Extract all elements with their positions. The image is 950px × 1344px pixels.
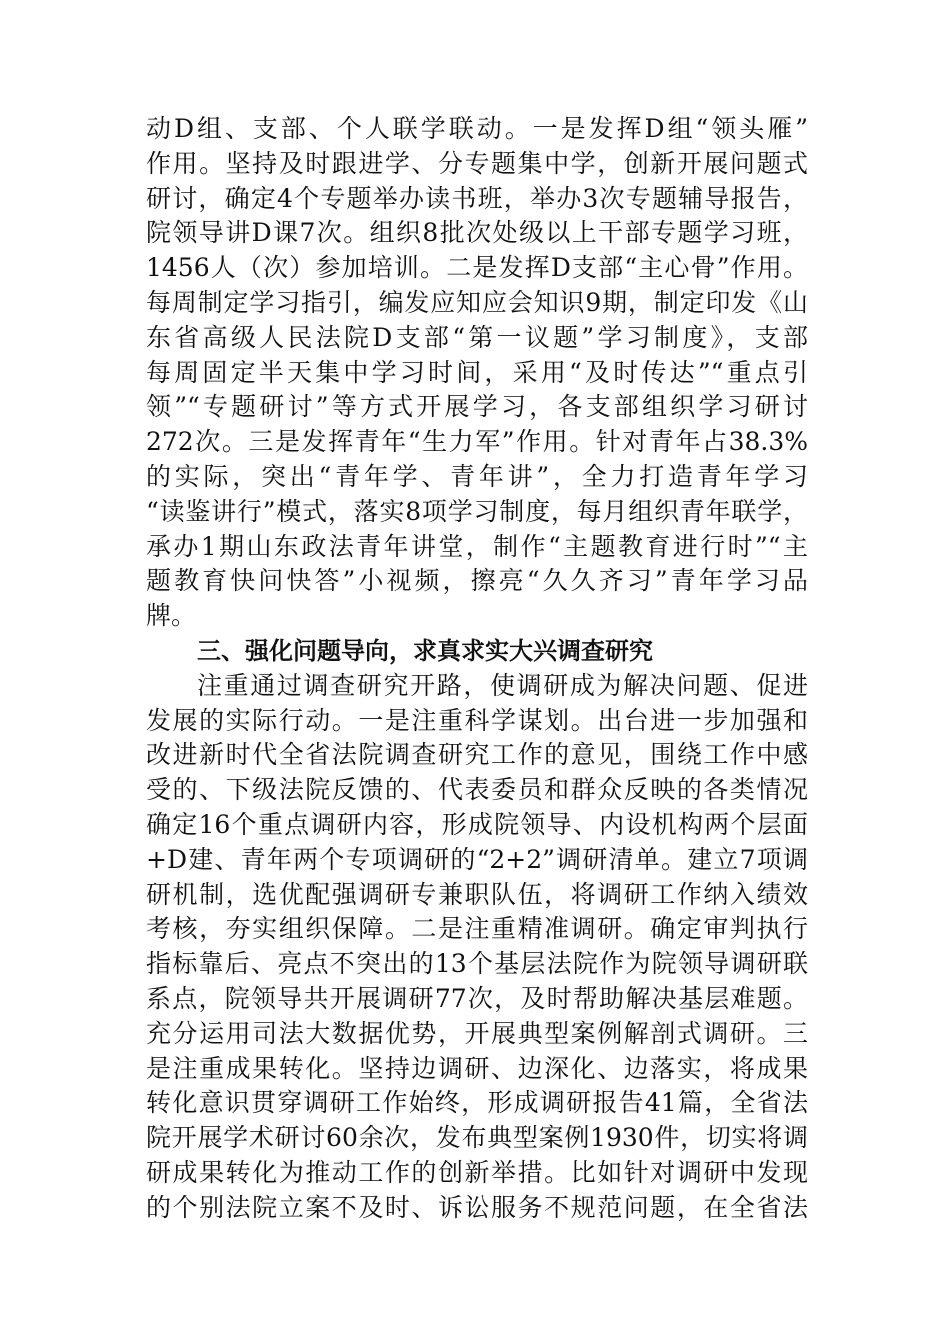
text-line: 承办1期山东政法青年讲堂，制作“主题教育进行时”“主 bbox=[146, 531, 808, 561]
text-line: 转化意识贯穿调研工作始终，形成调研报告41篇，全省法 bbox=[146, 1088, 808, 1118]
text-line: 指标靠后、亮点不突出的13个基层法院作为院领导调研联 bbox=[146, 949, 808, 979]
text-line: 的实际，突出“青年学、青年讲”，全力打造青年学习 bbox=[146, 461, 808, 491]
text-line: 充分运用司法大数据优势，开展典型案例解剖式调研。三 bbox=[146, 1018, 808, 1048]
text-line: 牌。 bbox=[146, 601, 197, 631]
paragraph-research bbox=[146, 669, 808, 1226]
text-line: 东省高级人民法院D支部“第一议题”学习制度》，支部 bbox=[146, 322, 808, 352]
text-line: 受的、下级法院反馈的、代表委员和群众反映的各类情况 bbox=[146, 775, 808, 805]
text-line: 注重通过调查研究开路，使调研成为解决问题、促进 bbox=[197, 670, 808, 700]
text-line: 每周制定学习指引，编发应知应会知识9期，制定印发《山 bbox=[146, 287, 808, 317]
section-heading: 三、强化问题导向，求真求实大兴调查研究 bbox=[197, 636, 653, 665]
text-line: 是注重成果转化。坚持边调研、边深化、边落实，将成果 bbox=[146, 1053, 808, 1083]
text-line: 研成果转化为推动工作的创新举措。比如针对调研中发现 bbox=[146, 1157, 808, 1187]
text-line: 的个别法院立案不及时、诉讼服务不规范问题，在全省法 bbox=[146, 1192, 808, 1222]
text-line: 272次。三是发挥青年“生力军”作用。针对青年占38.3% bbox=[146, 427, 808, 457]
text-line: 院开展学术研讨60余次，发布典型案例1930件，切实将调 bbox=[146, 1123, 808, 1153]
text-line: 每周固定半天集中学习时间，采用“及时传达”“重点引 bbox=[146, 357, 808, 387]
text-line: 1456人（次）参加培训。二是发挥D支部“主心骨”作用。 bbox=[146, 253, 808, 283]
text-line: 研讨，确定4个专题举办读书班，举办3次专题辅导报告， bbox=[146, 183, 808, 213]
document-body bbox=[146, 112, 808, 1226]
text-line: 动D组、支部、个人联学联动。一是发挥D组“领头雁” bbox=[146, 114, 808, 143]
text-line: 院领导讲D课7次。组织8批次处级以上干部专题学习班， bbox=[146, 218, 808, 248]
text-line: 确定16个重点调研内容，形成院领导、内设机构两个层面 bbox=[146, 809, 808, 839]
text-line: 作用。坚持及时跟进学、分专题集中学，创新开展问题式 bbox=[146, 148, 808, 178]
text-line: 领”“专题研讨”等方式开展学习，各支部组织学习研讨 bbox=[146, 392, 808, 422]
text-line: 题教育快问快答”小视频，擦亮“久久齐习”青年学习品 bbox=[146, 566, 808, 596]
text-line: 研机制，选优配强调研专兼职队伍，将调研工作纳入绩效 bbox=[146, 879, 808, 909]
text-line: +D建、青年两个专项调研的“2+2”调研清单。建立7项调 bbox=[146, 844, 808, 874]
paragraph-study-linkage bbox=[146, 112, 808, 634]
text-line: 考核，夯实组织保障。二是注重精准调研。确定审判执行 bbox=[146, 914, 808, 944]
text-line: 改进新时代全省法院调查研究工作的意见，围绕工作中感 bbox=[146, 740, 808, 770]
text-line: 发展的实际行动。一是注重科学谋划。出台进一步加强和 bbox=[146, 705, 808, 735]
text-line: 系点，院领导共开展调研77次，及时帮助解决基层难题。 bbox=[146, 983, 808, 1013]
text-line: “读鉴讲行”模式，落实8项学习制度，每月组织青年联学， bbox=[146, 496, 808, 526]
